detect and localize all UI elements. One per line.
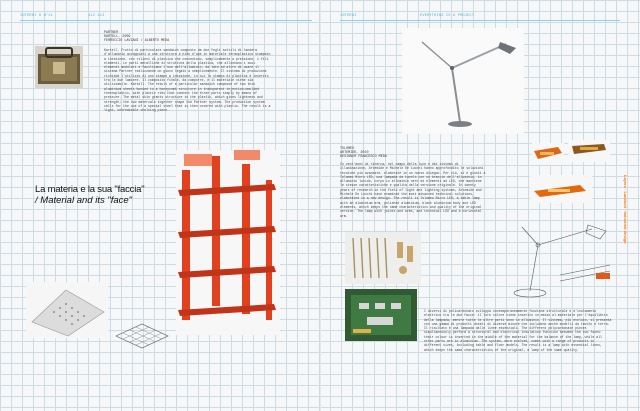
- partner-body-text: Kartell. Frutto di particolare sandwich composto da due fogli sottili di lamiera d'alluminio accoppiati a una struttura a nido d'ape in materiale termoplastico stampato a iniezione, con rilievi di plastica che consentono, semplicemente a pressione, i fili elementi. Le parti metalliche di struttura della plastica, che allineano i suoi elementi modulari e facilitano l'uso dell'alluminio, da lato ad altro di usare il sistema Partner realizzando un gioco legato a semplicemente. Il sistema di produzione richiede l'utilizzo di uno stampo a iniezione, in cui lo stampo di plastica è inserito tra le due lamiere. Il composito finale, da comporre, e il materiale viene sia utilizzabile. Kartell. The result of a particular sandwich composed of two thin aluminium sheets bonded to a honeycomb structure in transparent injection-moulded thermoplastic, with plastic ribs that connect the three parts simply by means of pressure. The metal skin grants structure to the plastic, which gives lightness and strength; the two materials together shape the Partner system. The production system calls for the use of a special steel that is then covered with plastic. The result is a light, unbreakable shelving piece.: [104, 48, 271, 113]
- headline-english: / Material and its "face": [35, 195, 133, 206]
- lattice-sketch: [112, 320, 172, 352]
- section-headline: [35, 184, 175, 206]
- circuit-board-photo: [345, 289, 417, 341]
- red-shelving-photo: [176, 150, 280, 335]
- lamp-parts-photo: [345, 232, 421, 284]
- page-gutter: [319, 0, 321, 411]
- orange-lamp-detail-1: [532, 143, 564, 165]
- caption-company: KARTELL, 2009: [104, 35, 131, 40]
- lamp-caption-designer: DESIGNER FRANCESCO MEDA: [340, 155, 387, 160]
- orange-lamp-detail-3: [530, 175, 592, 203]
- lamp-technical-sketch: [500, 215, 618, 301]
- left-rule: [20, 20, 312, 21]
- right-folio-issue: INTERNI: [340, 14, 357, 18]
- lamp-caption-product: TOLOMEO: [340, 147, 355, 151]
- right-folio-section: EVERYTHING IS A PROJECT: [420, 14, 475, 18]
- polycarbonate-body-text: I diversi di policarbonato sviluppa contemporaneamente funzione strutturale e d'isolamento elettrico tra le due facce: il loro colore viene inserito in mezzo al materiale per l'equilibrio della lampada, mentre tutte le altre parti sono in alluminio. Il sistema, più evoluto, si presenta con una gamma di prodotti dotati di diverse misure che includono anche modelli da tavolo e terra. Il risultato è una lampada dalle linee essenziali. The different polycarbonate pieces simultaneously perform a structural and electrical insulation function between the two faces: their colour is inserted in the middle of the material for the balance of the lamp, while all other parts are in aluminium. The system, more evolved, comes with a range of products in different sizes, including table and floor models. The result is a lamp with essential lines, which keeps the same characteristics of the original, a lamp of the same quality.: [424, 309, 612, 352]
- left-folio-pages: 112 113: [88, 14, 105, 18]
- left-folio-issue: INTERNI 8 N°11: [20, 14, 53, 18]
- tolomeo-lamp-photo: [402, 28, 524, 134]
- section-side-tab: [621, 175, 629, 245]
- orange-lamp-detail-2: [568, 140, 610, 162]
- tolomeo-body-text: In vent'anni di ricerca, nel campo della luce e dei sistemi di illuminazione, Artemide e Michele De Lucchi hanno approfondito le soluzioni tecniche più avanzate, elaborate in un nuovo disegno. Per ciò, si è giunti a Tolomeo Micro LED, una lampada da tavolo con un braccio dell'alluminio, in alluminio lucido, corpo in alluminio nero ed elementi ad LED, che mantiene le stesse caratteristiche e qualità della versione originale. In twenty years of research in the field of light and lighting systems, Artemide and Michele De Lucchi have examined the most advanced technical solutions, elaborated in a new design. The result is Tolomeo Micro LED, a table lamp with an aluminium arm, polished aluminium, black aluminium body and LED elements, which keeps the same characteristics and quality of the original version. The lamp with joints and arms, and technical LED and a horizontal arm.: [340, 162, 486, 218]
- caption-designer: FERRUCCIO LAVIANI / ALBERTO MEDA: [104, 39, 170, 44]
- perforated-sheet-photo: [26, 282, 108, 338]
- partner-caption: [104, 31, 169, 43]
- kartell-bag-photo: [35, 46, 83, 88]
- caption-product: PARTNER: [104, 31, 119, 35]
- right-rule: [340, 20, 620, 21]
- lamp-caption-company: ARTEMIDE, 2010: [340, 151, 369, 156]
- headline-italian: La materia e la sua "faccia": [35, 184, 145, 195]
- tolomeo-caption: [340, 147, 387, 159]
- side-tab-label: Layers · Laminati · industrial design: [623, 175, 628, 244]
